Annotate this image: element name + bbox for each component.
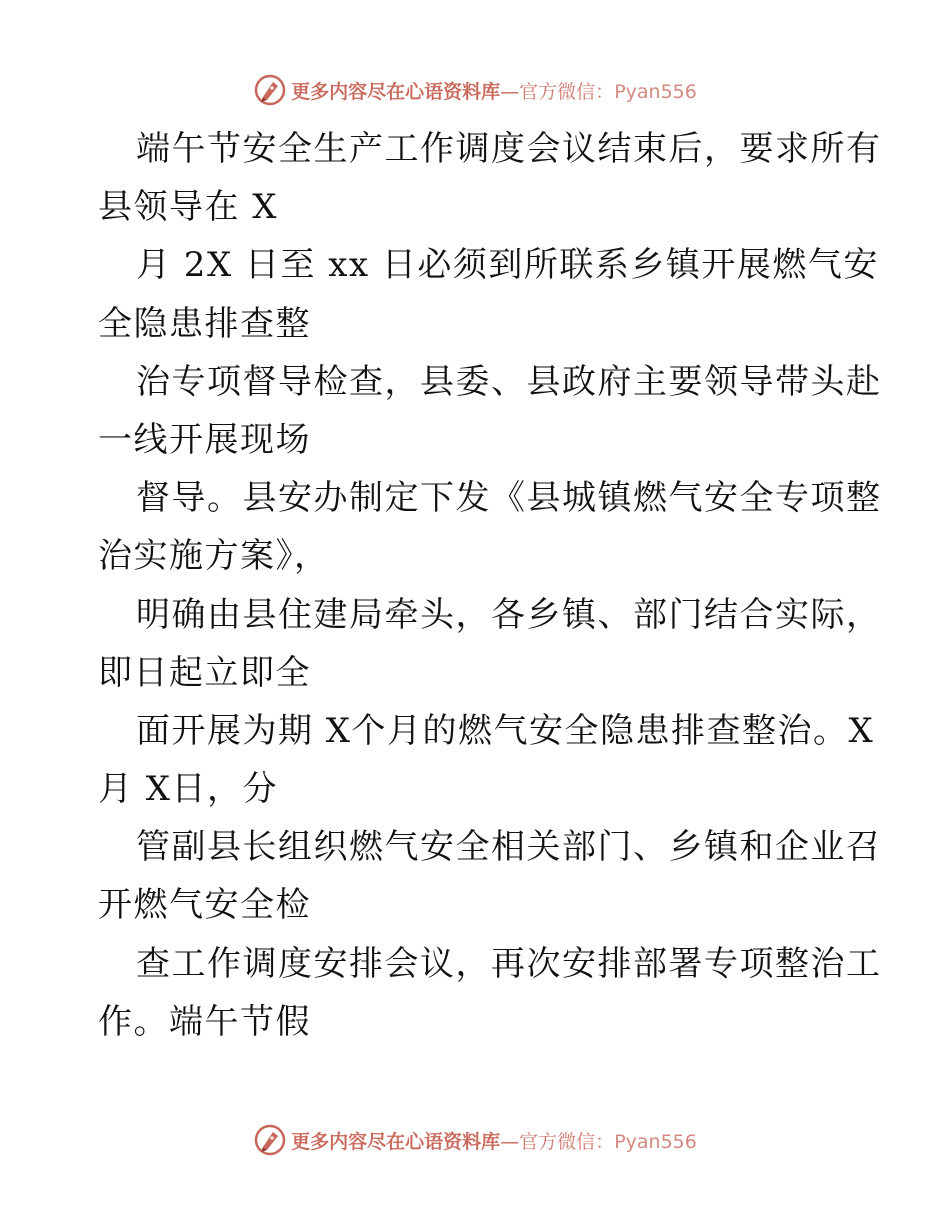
paragraph-line: 开燃气安全检	[98, 885, 311, 926]
watermark-text	[291, 1127, 697, 1154]
watermark-wechat-label: 官方微信：	[519, 1130, 615, 1153]
paragraph-line: 县领导在 X	[98, 187, 279, 228]
paragraph-line: 督导。县安办制定下发《县城镇燃气安全专项整	[136, 478, 882, 519]
footer-watermark	[0, 1120, 950, 1160]
paragraph-line: 月 X日，分	[98, 769, 279, 810]
watermark-site-name: 更多内容尽在心语资料库	[291, 80, 501, 103]
document-body	[98, 120, 882, 1051]
watermark-wechat-id: Pyan556	[614, 80, 697, 103]
paragraph-line: 作。端午节假	[98, 1001, 311, 1042]
paragraph-line: 管副县长组织燃气安全相关部门、乡镇和企业召	[136, 827, 882, 868]
paragraph-line: 月 2X 日至 xx 日必须到所联系乡镇开展燃气安	[136, 245, 879, 286]
watermark-wechat-id: Pyan556	[614, 1130, 697, 1153]
watermark-site-name: 更多内容尽在心语资料库	[291, 1130, 501, 1153]
paragraph-line: 端午节安全生产工作调度会议结束后，要求所有	[136, 129, 882, 169]
watermark-dash: —	[500, 1130, 520, 1153]
watermark-wechat-label: 官方微信：	[519, 80, 615, 103]
paragraph-line: 查工作调度安排会议，再次安排部署专项整治工	[136, 943, 882, 984]
paragraph-line: 一线开展现场	[98, 419, 311, 460]
paragraph-line: 明确由县住建局牵头，各乡镇、部门结合实际，	[136, 594, 882, 635]
paragraph-line: 全隐患排查整	[98, 303, 311, 344]
paragraph-line: 面开展为期 X个月的燃气安全隐患排查整治。X	[136, 710, 875, 751]
paragraph-line: 即日起立即全	[98, 652, 311, 693]
header-watermark	[0, 70, 950, 110]
paragraph-line: 治专项督导检查，县委、县政府主要领导带头赴	[136, 361, 882, 402]
watermark-text	[291, 77, 697, 104]
watermark-dash: —	[500, 80, 520, 103]
red-pen-nib-logo-icon	[253, 1123, 287, 1157]
paragraph-line: 治实施方案》，	[98, 536, 330, 577]
red-pen-nib-logo-icon	[253, 73, 287, 107]
